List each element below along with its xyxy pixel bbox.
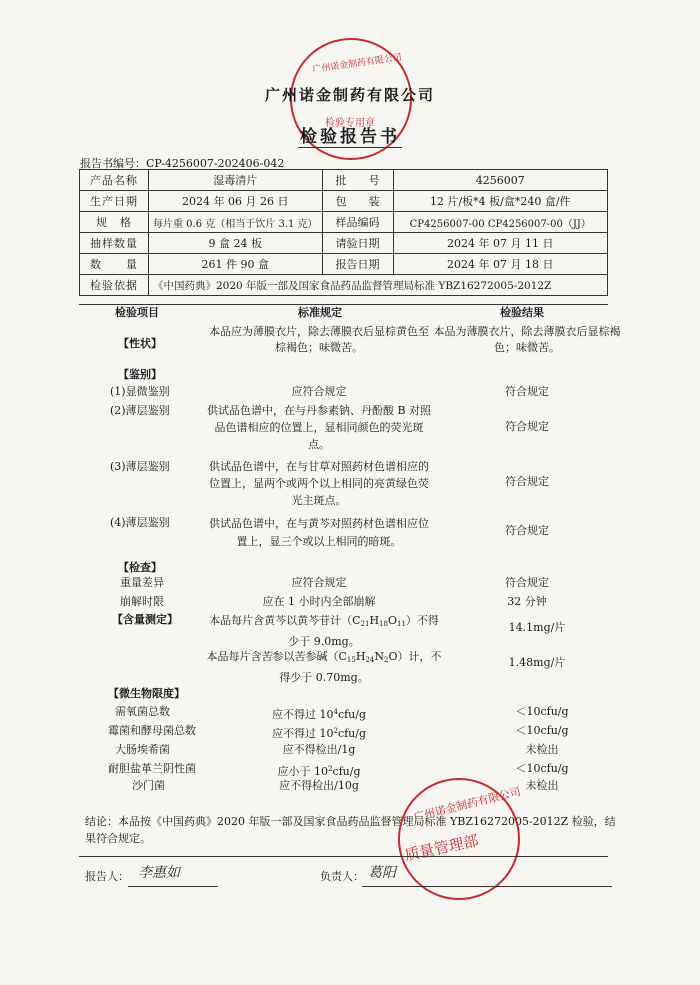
- sample-qty-label: 抽样数量: [80, 233, 149, 254]
- responsible-signature: 葛阳: [368, 865, 396, 881]
- microbe-1-result: ＜10cfu/g: [515, 705, 569, 718]
- mfg-date-label: 生产日期: [80, 191, 149, 212]
- info-row: [80, 170, 608, 191]
- product-name-label: 产品名称: [80, 170, 149, 191]
- info-row: [80, 212, 608, 233]
- character-result: 本品为薄膜衣片，除去薄膜衣后显棕褐色；味微苦。: [433, 325, 621, 354]
- inspect-1-result: 符合规定: [505, 576, 549, 589]
- ident-1-item: (1)显微鉴别: [110, 385, 170, 398]
- microbe-5-item: 沙门菌: [132, 779, 165, 792]
- microbe-4-standard: 应小于 $10^2cfu/g$: [277, 765, 361, 778]
- assay-1-standard: 本品每片含黄芩以黄芩苷计$(C_{21}H_{18}O_{11})$不得少于 9.0mg。: [209, 614, 439, 648]
- inspect-2-result: 32 分钟: [507, 595, 547, 608]
- report-date-label: 报告日期: [322, 254, 393, 275]
- ident-3-result: 符合规定: [505, 475, 549, 488]
- col-header-item: 检验项目: [115, 306, 159, 319]
- microbe-3-result: 未检出: [525, 743, 559, 756]
- quality-seal-arc-text: 广州诺金制药有限公司: [412, 784, 523, 825]
- batch-value: 4256007: [393, 170, 607, 191]
- product-name-value: 湿毒清片: [149, 170, 323, 191]
- ident-2-standard: 供试品色谱中，在与丹参素钠、丹酚酸 B 对照品色谱相应的位置上，显相同颜色的荧光斑点。: [206, 404, 432, 451]
- reporter-sign-line: [128, 886, 218, 887]
- sample-code-value: CP4256007-00 CP4256007-00（JJ）: [393, 212, 607, 233]
- basis-label: 检验依据: [80, 275, 149, 296]
- ident-1-result: 符合规定: [505, 385, 549, 398]
- sample-code-label: 样品编码: [322, 212, 393, 233]
- inspect-2-standard: 应在 1 小时内全部崩解: [262, 595, 376, 608]
- section-character: 【性状】: [118, 337, 162, 350]
- ident-4-result: 符合规定: [505, 524, 549, 537]
- ident-4-standard: 供试品色谱中，在与黄芩对照药材色谱相应位置上，显三个或以上相同的暗斑。: [209, 517, 429, 548]
- inspect-2-item: 崩解时限: [120, 595, 164, 608]
- microbe-2-item: 霉菌和酵母菌总数: [108, 724, 196, 737]
- character-standard: 本品应为薄膜衣片，除去薄膜衣后显棕黄色至棕褐色；味微苦。: [209, 325, 429, 354]
- company-name: 广州诺金制药有限公司: [264, 86, 435, 104]
- info-table: [79, 169, 608, 296]
- inspect-1-item: 重量差异: [120, 576, 164, 589]
- ident-2-result: 符合规定: [505, 420, 549, 433]
- col-header-result: 检验结果: [500, 306, 544, 319]
- microbe-4-item: 耐胆盐革兰阴性菌: [108, 762, 196, 775]
- section-identification: 【鉴别】: [118, 368, 162, 381]
- top-seal-arc-text: 广州诺金制药有限公司: [311, 52, 403, 76]
- report-date-value: 2024 年 07 月 18 日: [393, 254, 607, 275]
- package-value: 12 片/板*4 板/盒*240 盒/件: [393, 191, 607, 212]
- report-number: 报告书编号：CP-4256007-202406-042: [80, 157, 285, 170]
- ident-3-item: (3)薄层鉴别: [110, 460, 170, 473]
- quality-seal-inner-text: 质量管理部: [403, 831, 481, 865]
- assay-2-standard: 本品每片含苦参以苦参碱$(C_{15}H_{24}N_2O)$计，不得少于 0.70mg。: [206, 650, 442, 684]
- info-row: [80, 275, 608, 296]
- responsible-label: 负责人：: [320, 870, 364, 883]
- microbe-2-standard: 应不得过 $10^2cfu/g$: [271, 727, 367, 740]
- inspect-1-standard: 应符合规定: [291, 576, 347, 589]
- ident-4-item: (4)薄层鉴别: [110, 516, 170, 529]
- sample-qty-value: 9 盒 24 板: [149, 233, 323, 254]
- top-seal-inner-text: 检验专用章: [325, 118, 375, 129]
- microbe-1-item: 需氧菌总数: [115, 705, 170, 718]
- conclusion-text: 结论：本品按《中国药典》2020 年版一部及国家食品药品监督管理局标准 YBZ16272005-2012Z 检验，结果符合规定。: [85, 815, 616, 845]
- assay-2-result: 1.48mg/片: [508, 656, 566, 669]
- microbe-5-result: 未检出: [525, 779, 559, 792]
- request-date-label: 请验日期: [322, 233, 393, 254]
- responsible-sign-line: [362, 886, 612, 887]
- microbe-3-standard: 应不得检出/1g: [282, 743, 356, 756]
- mfg-date-value: 2024 年 06 月 26 日: [149, 191, 323, 212]
- report-title: 检验报告书: [300, 127, 400, 147]
- spec-label: 规 格: [80, 212, 149, 233]
- package-label: 包 装: [322, 191, 393, 212]
- assay-1-result: 14.1mg/片: [508, 621, 566, 634]
- section-microbe: 【微生物限度】: [108, 687, 185, 700]
- divider: [79, 856, 608, 857]
- info-row: [80, 254, 608, 275]
- microbe-2-result: ＜10cfu/g: [515, 724, 569, 737]
- col-header-standard: 标准规定: [298, 306, 342, 319]
- basis-value: 《中国药典》2020 年版一部及国家食品药品监督管理局标准 YBZ16272005-2012Z: [149, 275, 608, 296]
- reporter-label: 报告人：: [85, 870, 129, 883]
- spec-value: 每片重 0.6 克（相当于饮片 3.1 克）: [149, 212, 323, 233]
- microbe-4-result: ＜10cfu/g: [515, 762, 569, 775]
- microbe-1-standard: 应不得过 $10^4cfu/g$: [271, 708, 367, 721]
- ident-1-standard: 应符合规定: [291, 385, 347, 398]
- quantity-label: 数 量: [80, 254, 149, 275]
- request-date-value: 2024 年 07 月 11 日: [393, 233, 607, 254]
- ident-2-item: (2)薄层鉴别: [110, 404, 170, 417]
- microbe-3-item: 大肠埃希菌: [115, 743, 170, 756]
- section-inspection: 【检查】: [118, 561, 162, 574]
- info-row: [80, 233, 608, 254]
- info-row: [80, 191, 608, 212]
- reporter-signature: 李惠如: [138, 865, 180, 881]
- quantity-value: 261 件 90 盒: [149, 254, 323, 275]
- batch-label: 批 号: [322, 170, 393, 191]
- ident-3-standard: 供试品色谱中，在与甘草对照药材色谱相应的位置上，显两个或两个以上相同的亮黄绿色荧光主斑点。: [209, 460, 429, 507]
- section-assay: 【含量测定】: [112, 613, 178, 626]
- microbe-5-standard: 应不得检出/10g: [279, 779, 359, 792]
